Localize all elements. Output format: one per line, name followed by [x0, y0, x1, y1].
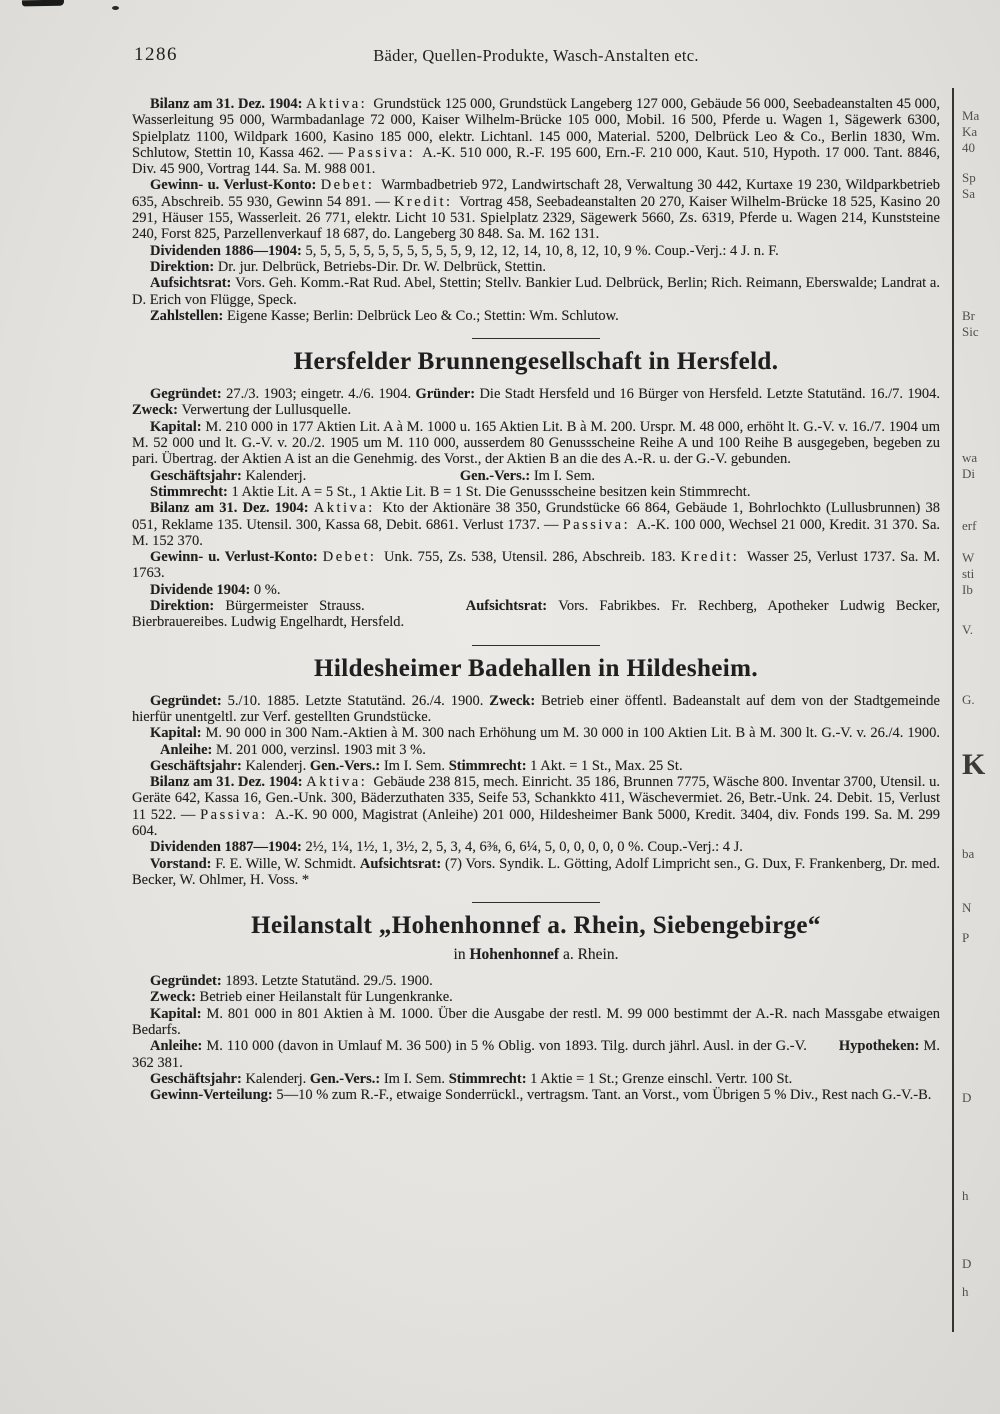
lead-label: Direktion:	[150, 258, 218, 275]
spaced-term: Debet:	[322, 549, 384, 566]
entry-paragraph	[132, 582, 940, 598]
entry-paragraph	[132, 1087, 940, 1103]
lead-label: Hohenhonnef	[469, 946, 560, 964]
lead-label: Aufsichtsrat:	[150, 275, 236, 292]
lead-label: Geschäftsjahr:	[150, 1070, 246, 1087]
lead-label: Kapital:	[150, 418, 206, 435]
company-entry	[132, 645, 940, 889]
lead-label: Bilanz am 31. Dez. 1904:	[150, 500, 314, 517]
entry-paragraph	[132, 1071, 940, 1087]
body-text: Verwertung der Lullusquelle.	[181, 402, 352, 419]
lead-label: Direktion:	[150, 598, 226, 615]
page-edge-text-fragment: Ma	[962, 108, 980, 123]
entry-paragraph	[132, 1038, 940, 1071]
page-edge-text-fragment: Sa	[962, 186, 975, 201]
body-text: A.-K. 90 000, Magistrat (Anleihe) 201 000, Hildesheimer Bank 5000, Kredit. 3404, div. Fonds 199. Sa. M. 299 604.	[132, 806, 940, 839]
company-name-heading: Hildesheimer Badehallen in Hildesheim.	[314, 654, 758, 682]
spaced-term: Passiva:	[562, 516, 637, 533]
spaced-term: Debet:	[320, 177, 382, 194]
body-text: 5—10 % zum R.-F., etwaige Sonderrückl., vertragsm. Tant. an Vorst., vom Übrigen 5 % Div., Rest nach G.-V.-B.	[276, 1087, 932, 1104]
company-name-heading: Heilanstalt „Hohenhonnef a. Rhein, Siebengebirge“	[251, 912, 821, 940]
lead-label: Gegründet:	[150, 692, 228, 709]
body-text: M. 90 000 in 300 Nam.-Aktien à M. 300 nach Erhöhung um M. 30 000 in 100 Aktien Lit. B à M. 300 lt. G.-V. v. 26./4. 1900.	[205, 725, 940, 742]
entry-paragraph	[132, 839, 940, 855]
entries	[132, 96, 940, 1104]
body-text: F. E. Wille, W. Schmidt.	[215, 855, 360, 872]
entry-paragraph	[132, 598, 940, 631]
lead-label: Bilanz am 31. Dez. 1904:	[150, 96, 307, 112]
lead-label: Gewinn- u. Verlust-Konto:	[150, 177, 321, 194]
body-text: 1893. Letzte Statutänd. 29./5. 1900.	[225, 973, 433, 990]
lead-label: Stimmrecht:	[448, 1070, 531, 1087]
page-edge-text-fragment: h	[962, 1188, 969, 1203]
body-text: Vors. Fabrikbes. Fr. Rechberg, Apotheker Ludwig Becker, Bierbrauereibes. Ludwig Engelhardt, Hersfeld.	[132, 598, 940, 631]
lead-label: Zweck:	[489, 692, 542, 709]
lead-label: Gen.-Vers.:	[459, 467, 534, 484]
body-text: Betrieb einer Heilanstalt für Lungenkranke.	[199, 989, 453, 1006]
lead-label: Gewinn-Verteilung:	[150, 1087, 277, 1104]
running-title: Bäder, Quellen-Produkte, Wasch-Anstalten etc.	[373, 46, 699, 65]
body-text: A.-K. 100 000, Wechsel 21 000, Kredit. 31 370. Sa. M. 152 370.	[132, 516, 941, 549]
entry-paragraph	[132, 973, 940, 989]
spaced-term: Aktiva:	[313, 500, 383, 517]
body-text: Kalenderj.	[245, 467, 310, 484]
body-text: (7) Vors. Syndik. L. Götting, Adolf Limpricht sen., G. Dux, F. Frankenberg, Dr. med. Becker, W. Ohlmer, H. Voss. *	[132, 855, 940, 888]
lead-label: Gewinn- u. Verlust-Konto:	[150, 549, 323, 566]
body-text: M. 210 000 in 177 Aktien Lit. A à M. 1000 u. 165 Aktien Lit. B à M. 200. Urspr. M. 48 000, erhöht lt. G.-V. v. 16./7. 1904 um M. 52 000 und lt. G.-V. v. 20./2. 1905 um M. 110 000, ausserdem 80 Genussscheine Reihe A und 100 Reihe B ausgegeben, begeben zu pari. Übertrag. der Aktien A ist an die Genehmig. des Vorst., der Aktien B an die des A.-R. u. der G.-V. gebunden.	[132, 418, 940, 468]
page-edge-text-fragment: wa	[962, 450, 978, 465]
lead-label: Stimmrecht:	[448, 757, 531, 774]
body-text: Dr. jur. Delbrück, Betriebs-Dir. Dr. W. Delbrück, Stettin.	[217, 258, 547, 275]
page-edge-text-fragment: ba	[962, 846, 975, 861]
lead-label: Bilanz am 31. Dez. 1904:	[150, 774, 307, 791]
entry-paragraph	[132, 693, 940, 726]
spaced-term: Kredit:	[680, 549, 747, 566]
lead-label: Geschäftsjahr:	[150, 757, 246, 774]
body-text: Warmbadbetrieb 972, Landwirtschaft 28, Verwaltung 30 442, Kurtaxe 19 230, Wildparkbetrieb 635, Abschreib. 55 930, Gewinn 54 891. —	[132, 177, 940, 210]
entry-paragraph	[132, 243, 940, 259]
lead-label: Kapital:	[150, 1005, 207, 1022]
page-edge-text-fragment: Ka	[962, 124, 978, 139]
entry-paragraph	[132, 468, 940, 484]
body-text: Im I. Sem.	[533, 467, 596, 484]
body-text: M. 201 000, verzinsl. 1903 mit 3 %.	[215, 741, 426, 758]
page-edge-text-fragment: P	[962, 930, 970, 945]
company-name-heading: Hersfelder Brunnengesellschaft in Hersfeld.	[293, 348, 779, 376]
page-edge-text-fragment: sti	[962, 566, 975, 581]
lead-label: Aufsichtsrat:	[465, 598, 559, 615]
spaced-term: Passiva:	[200, 806, 275, 823]
body-text: 1 Aktie Lit. A = 5 St., 1 Aktie Lit. B = 1 St. Die Genussscheine besitzen kein Stimmrecht.	[231, 483, 751, 500]
company-location-subheading	[132, 946, 940, 964]
company-entry	[132, 96, 940, 324]
body-text: Vors. Geh. Komm.-Rat Rud. Abel, Stettin; Stellv. Bankier Lud. Delbrück, Berlin; Rich. Reimann, Eberswalde; Landrat a. D. Erich von Flügge, Speck.	[132, 275, 940, 308]
body-text: 0 %.	[253, 581, 281, 598]
scan-speck-artifact	[112, 6, 119, 10]
body-text: a. Rhein.	[559, 946, 619, 964]
body-text: 2½, 1¼, 1½, 1, 3½, 2, 5, 3, 4, 6⅜, 6, 6¼, 5, 0, 0, 0, 0, 0 %. Coup.-Verj.: 4 J.	[305, 839, 743, 856]
body-text: 27./3. 1903; eingetr. 4./6. 1904.	[226, 386, 416, 403]
body-text: Die Stadt Hersfeld und 16 Bürger von Hersfeld. Letzte Statutänd. 16./7. 1904.	[479, 386, 941, 403]
body-text: Kalenderj.	[245, 757, 310, 774]
page-edge-text-fragment: Sp	[962, 170, 976, 185]
page-edge-text-fragment: 40	[962, 140, 975, 155]
lead-label: Zahlstellen:	[150, 307, 227, 324]
lead-label: Aufsichtsrat:	[359, 855, 445, 872]
entry-paragraph	[132, 386, 940, 419]
entry-paragraph	[132, 177, 940, 242]
entry-divider	[472, 338, 600, 339]
page-edge-text-fragment: D	[962, 1256, 972, 1271]
entry-paragraph	[132, 259, 940, 275]
lead-label: Gen.-Vers.:	[309, 757, 384, 774]
page-edge-text-fragment: D	[962, 1090, 972, 1105]
body-text: Kto der Aktionäre 38 350, Grundstücke 66 864, Gebäude 1, Bohrlochkto (Lullusbrunnen) 38 051, Reklame 135. Utensil. 300, Kassa 68, Debit. 6861. Verlust 1737. —	[132, 500, 940, 533]
body-text: Bürgermeister Strauss.	[225, 598, 376, 615]
body-text: A.-K. 510 000, R.-F. 195 600, Ern.-F. 210 000, Kaut. 510, Hypoth. 17 000. Tant. 8846, Div. 45 900, Vortrag 144. Sa. M. 988 001.	[132, 144, 941, 178]
body-text: Grundstück 125 000, Grundstück Langeberg 127 000, Gebäude 56 000, Seebadeanstalten 45 000, Wasserleitung 95 000, Warmbadanlage 72 000, Kaiser Wilhelm-Brücke 105 000, Mobil. 16 500, Pferde u. Wagen 1, Sägewerk 6300, Spielplatz 1100, Wildpark 1600, Kasino 185 000, elektr. Lichtanl. 145 000, Material. 5200, Delbrück Leo & Co., Berlin 1830, Wm. Schlutow, Stettin 10, Kassa 462. —	[132, 96, 941, 161]
body-text: Betrieb einer öffentl. Badeanstalt auf dem von der Stadtgemeinde hierfür unentgeltl. zur Verf. gestellten Grundstücke.	[132, 692, 940, 725]
page-edge-text-fragment: G.	[962, 692, 975, 707]
page-edge-text-fragment: W	[962, 550, 975, 565]
body-text: Kalenderj.	[245, 1070, 310, 1087]
entry-divider	[472, 645, 600, 646]
page-edge-text-fragment: Sic	[962, 324, 979, 339]
entry-paragraph	[132, 1006, 940, 1039]
page-edge-text-fragment: erf	[962, 518, 977, 533]
lead-label: Zweck:	[150, 989, 200, 1006]
page-edge-text-fragment: Br	[962, 308, 975, 323]
company-entry	[132, 902, 940, 1103]
entry-paragraph	[132, 774, 940, 839]
entry-paragraph	[132, 758, 940, 774]
body-text: Im I. Sem.	[383, 1070, 449, 1087]
spaced-term: Aktiva:	[306, 774, 374, 791]
page-edge-text-fragment: N	[962, 900, 972, 915]
body-text: 5, 5, 5, 5, 5, 5, 5, 5, 5, 5, 5, 9, 12, 12, 14, 10, 8, 12, 10, 9 %. Coup.-Verj.: 4 J. n. F.	[305, 242, 779, 259]
scan-edge-artifact	[22, 0, 64, 6]
body-text: 1 Akt. = 1 St., Max. 25 St.	[530, 757, 683, 774]
page-edge-text-fragment: Ib	[962, 582, 973, 597]
entry-paragraph	[132, 308, 940, 324]
lead-label: Anleihe:	[160, 741, 216, 758]
lead-label: Dividenden 1887—1904:	[150, 839, 306, 856]
entry-paragraph	[132, 96, 940, 177]
spaced-term: Kredit:	[393, 193, 460, 210]
body-text: in	[453, 946, 470, 964]
entry-paragraph	[132, 989, 940, 1005]
page-edge-text-fragment: Di	[962, 466, 975, 481]
entry-paragraph	[132, 500, 940, 549]
spaced-term: Passiva:	[347, 144, 423, 161]
lead-label: Geschäftsjahr:	[150, 467, 246, 484]
page-number: 1286	[134, 44, 178, 65]
company-entry	[132, 338, 940, 630]
body-text: M. 110 000 (davon in Umlauf M. 36 500) in 5 % Oblig. von 1893. Tilg. durch jährl. Ausl. in der G.-V.	[206, 1038, 811, 1055]
body-text: M. 801 000 in 801 Aktien à M. 1000. Über die Ausgabe der restl. M. 99 000 bestimmt der A.-R. nach Massgabe etwaigen Bedarfs.	[132, 1005, 940, 1039]
lead-label: Hypotheken:	[838, 1038, 924, 1055]
running-head	[132, 42, 940, 68]
page-edge-text-fragment: V.	[962, 622, 973, 637]
entry-paragraph	[132, 275, 940, 308]
entry-paragraph	[132, 856, 940, 889]
entry-paragraph	[132, 419, 940, 468]
lead-label: Vorstand:	[150, 855, 216, 872]
page-edge-text-fragment: h	[962, 1284, 969, 1299]
lead-label: Zweck:	[132, 402, 182, 419]
lead-label: Gegründet:	[150, 973, 226, 990]
body-text: Vortrag 458, Seebadeanstalten 20 270, Kaiser Wilhelm-Brücke 18 525, Kasino 20 291, Häuser 155, Wasserleit. 26 771, elektr. Licht 10 531. Spielplatz 2329, Sägewerk 5660, Zs. 6319, Pferde u. Wagen 214, Kunststeine 240, Forst 825, Parzellenverkauf 18 687, do. Langeberg 30 848. Sa. M. 162 131.	[132, 193, 940, 243]
entry-divider	[472, 902, 600, 903]
lead-label: Stimmrecht:	[150, 483, 232, 500]
body-text: Im I. Sem.	[383, 757, 449, 774]
lead-label: Anleihe:	[150, 1038, 207, 1055]
entry-paragraph	[132, 725, 940, 758]
body-text: 5./10. 1885. Letzte Statutänd. 26./4. 1900.	[227, 692, 490, 709]
page-fold-rule	[952, 88, 954, 1332]
body-text: 1 Aktie = 1 St.; Grenze einschl. Vertr. 100 St.	[530, 1070, 793, 1087]
body-text: Gebäude 238 815, mech. Einricht. 35 186, Brunnen 7775, Wäsche 800. Inventar 3700, Utensil. u. Geräte 642, Kassa 16, Gen.-Unk. 300, Bäderzuthaten 335, Seife 53, Schankkto 411, Wäschevermiet. 26, Betr.-Unk. 24. Debit. 15, Verlust 11 522. —	[132, 774, 941, 823]
body-text: Unk. 755, Zs. 538, Utensil. 286, Abschreib. 183.	[383, 549, 681, 566]
lead-label: Kapital:	[150, 725, 206, 742]
lead-label: Gründer:	[415, 386, 480, 403]
lead-label: Dividende 1904:	[150, 581, 254, 598]
body-text: M. 362 381.	[132, 1038, 940, 1071]
entry-paragraph	[132, 484, 940, 500]
spaced-term: Aktiva:	[306, 96, 374, 112]
lead-label: Gegründet:	[150, 386, 227, 403]
lead-label: Gen.-Vers.:	[309, 1070, 384, 1087]
body-text: Wasser 25, Verlust 1737. Sa. M. 1763.	[132, 549, 940, 582]
page-edge-text-fragment: K	[962, 748, 986, 781]
body-text: Eigene Kasse; Berlin: Delbrück Leo & Co.; Stettin: Wm. Schlutow.	[226, 307, 619, 324]
entry-paragraph	[132, 549, 940, 582]
lead-label: Dividenden 1886—1904:	[150, 242, 306, 259]
page-content	[132, 42, 940, 1104]
